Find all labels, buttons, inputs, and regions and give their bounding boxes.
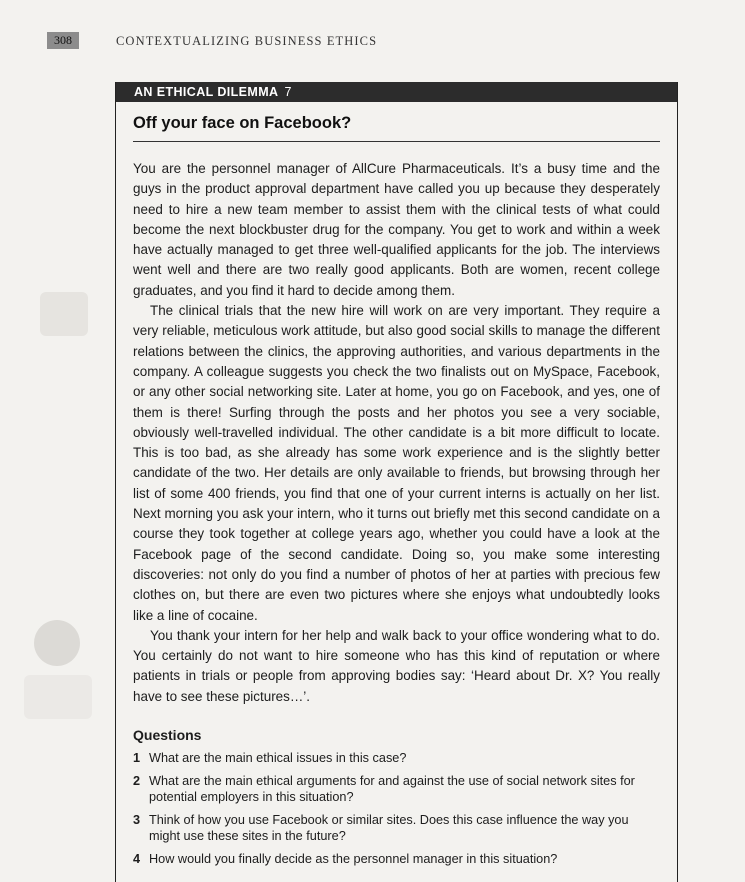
running-head: CONTEXTUALIZING BUSINESS ETHICS xyxy=(116,34,378,48)
dilemma-title: Off your face on Facebook? xyxy=(133,114,660,142)
questions-heading: Questions xyxy=(133,727,202,744)
case-text xyxy=(133,159,660,707)
case-paragraph: You thank your intern for her help and walk back to your office wondering what to do. You certainly do not want to hire someone who has this kind of reputation or where patients in trials or people from approving bodies say: ‘Heard about Dr. X? You really have to see these pictures…’. xyxy=(133,627,660,704)
question-number: 1 xyxy=(133,751,141,766)
case-paragraph: You are the personnel manager of AllCure Pharmaceuticals. It’s a busy time and the guys in the product approval department have called you up because they desperately need to hire a new team member to assist them with the clinical tests of what could become the next blockbuster drug for the company. You get to work and within a week have actually managed to get three well-qualified applicants for the job. The interviews went well and there are two really good applicants. Both are women, recent college graduates, and you find it hard to decide among them. xyxy=(133,161,660,298)
dilemma-header-bar xyxy=(116,82,677,102)
case-paragraph: The clinical trials that the new hire will work on are very important. They require a very reliable, meticulous work attitude, but also good social skills to manage the different relations between the clinics, the approving authorities, and various departments in the company. A colleague suggests you check the two finalists out on MySpace, Facebook, or any other social networking site. Later at home, you go on Facebook, and yes, one of them is there! Surfing through the posts and her photos you see a very sociable, obviously well-travelled individual. The other candidate is a bit more difficult to locate. This is too bad, as she already has some work experience and is the slightly better candidate of the two. Her details are only available to friends, but browsing through her list of some 400 friends, you find that one of your current interns is actually on her list. Next morning you ask your intern, who it turns out briefly met this second candidate on a course they took together at college years ago, whether you could have a look at the Facebook page of the second candidate. Doing so, you make some interesting discoveries: not only do you find a number of photos of her at parties with precious few clothes on, but there are even two pictures where she enjoys what undoubtedly looks like a line of cocaine. xyxy=(133,303,660,623)
page-number: 308 xyxy=(47,32,79,49)
question-number: 4 xyxy=(133,851,141,866)
question-item xyxy=(133,812,660,845)
dilemma-number: 7 xyxy=(284,85,292,99)
question-item xyxy=(133,851,660,868)
question-item xyxy=(133,773,660,806)
ethical-dilemma-box xyxy=(115,82,678,882)
question-text: What are the main ethical arguments for and against the use of social network sites for potential employers in this situation? xyxy=(149,773,635,805)
question-item xyxy=(133,750,660,767)
show-through-mark xyxy=(34,620,80,666)
question-number: 2 xyxy=(133,773,141,788)
show-through-mark xyxy=(24,675,92,719)
questions-list xyxy=(133,750,660,867)
question-text: How would you finally decide as the personnel manager in this situation? xyxy=(149,851,558,866)
dilemma-label: AN ETHICAL DILEMMA xyxy=(134,85,279,99)
question-text: Think of how you use Facebook or similar sites. Does this case influence the way you might use these sites in the future? xyxy=(149,812,629,844)
show-through-mark xyxy=(40,292,88,336)
question-number: 3 xyxy=(133,812,141,827)
question-text: What are the main ethical issues in this case? xyxy=(149,751,407,766)
